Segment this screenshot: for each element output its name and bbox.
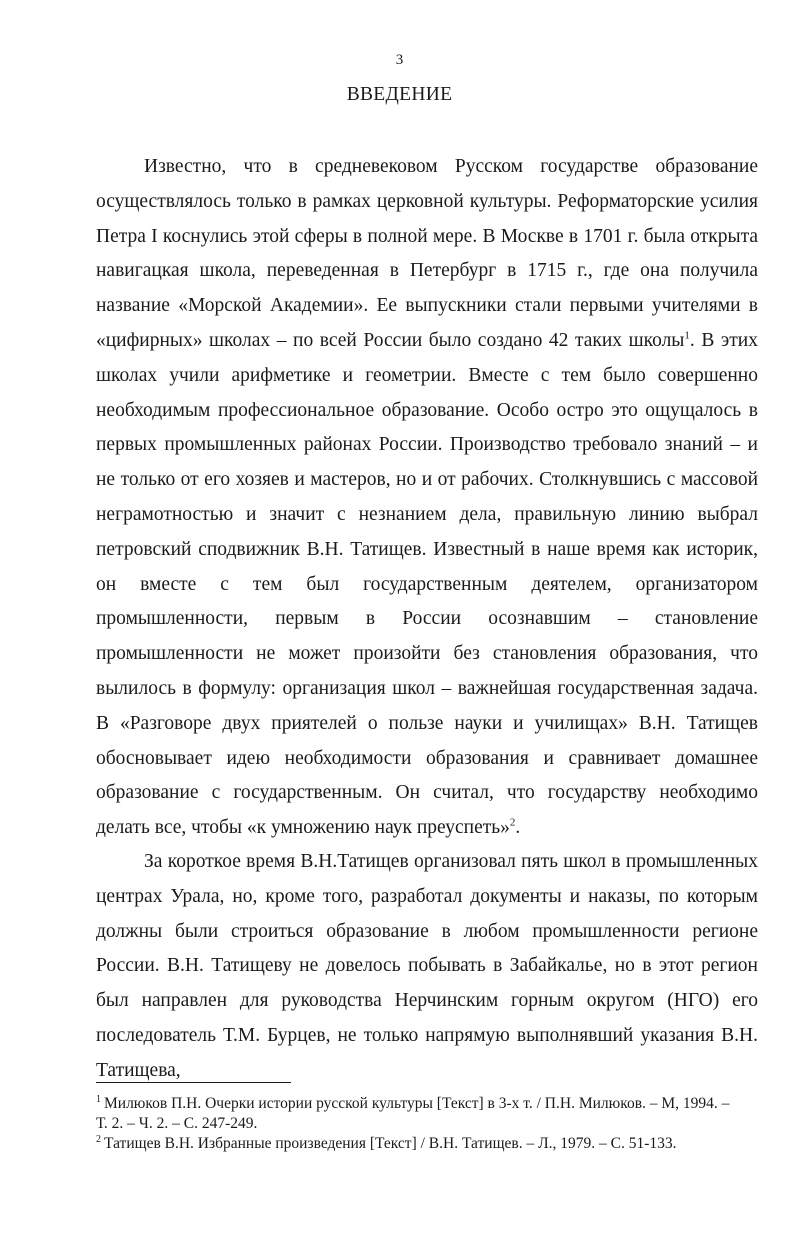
footnotes [96, 1094, 736, 1155]
footnote-2-text: Татищев В.Н. Избранные произведения [Текст] / В.Н. Татищев. – Л., 1979. – С. 51-133. [104, 1135, 677, 1152]
page-number: 3 [395, 52, 404, 68]
footnote-ref-2[interactable]: 2 [509, 816, 516, 829]
paragraph-1-text-c: . [515, 817, 521, 839]
paragraph-2 [96, 845, 758, 1089]
footnote-divider [96, 1082, 291, 1083]
footnote-2-mark: 2 [96, 1133, 101, 1145]
footnote-1 [96, 1094, 736, 1133]
paragraph-1-text-b: . В этих школах учили арифметике и геометрии. Вместе с тем было совершенно необходимым профессиональное образование. Особо остро это ощущалось в первых промышленных районах России. Производство требовало знаний – и не только от его хозяев и мастеров, но и от рабочих. Столкнувшись с массовой неграмотностью и значит с незнанием дела, правильную линию выбрал петровский сподвижник В.Н. Татищев. Известный в наше время как историк, он вместе с тем был государственным деятелем, организатором промышленности, первым в России осознавшим – становление промышленности не может произойти без становления образования, что вылилось в формулу: организация школ – важнейшая государственная задача. В «Разговоре двух приятелей о пользе науки и училищах» В.Н. Татищев обосновывает идею необходимости образования и сравнивает домашнее образование с государственным. Он считал, что государству необходимо делать все, чтобы «к умножению наук преуспеть» [96, 329, 758, 839]
footnote-1-mark: 1 [96, 1093, 101, 1105]
body-text-block-2 [96, 845, 758, 1089]
body-text-block-1 [96, 150, 758, 846]
footnote-2 [96, 1134, 736, 1154]
paragraph-2-text: За короткое время В.Н.Татищев организовал пять школ в промышленных центрах Урала, но, кроме того, разработал документы и наказы, по которым должны были строиться образование в любом промышленности регионе России. В.Н. Татищеву не довелось побывать в Забайкалье, но в этот регион был направлен для руководства Нерчинским горным округом (НГО) его последователь Т.М. Бурцев, не только напрямую выполнявший указания В.Н. Татищева, [96, 851, 758, 1081]
paragraph-1-text-a: Известно, что в средневековом Русском государстве образование осуществлялось только в рамках церковной культуры. Реформаторские усилия Петра I коснулись этой сферы в полной мере. В Москве в 1701 г. была открыта навигацкая школа, переведенная в Петербург в 1715 г., где она получила название «Морской Академии». Ее выпускники стали первыми учителями в «цифирных» школах – по всей России было создано 42 таких школы [96, 156, 758, 351]
paragraph-1 [96, 150, 758, 846]
footnote-1-text: Милюков П.Н. Очерки истории русской культуры [Текст] в 3-х т. / П.Н. Милюков. – М, 1994. – Т. 2. – Ч. 2. – С. 247-249. [96, 1095, 730, 1132]
footnote-ref-1[interactable]: 1 [684, 329, 690, 342]
page-title: ВВЕДЕНИЕ [346, 84, 453, 105]
